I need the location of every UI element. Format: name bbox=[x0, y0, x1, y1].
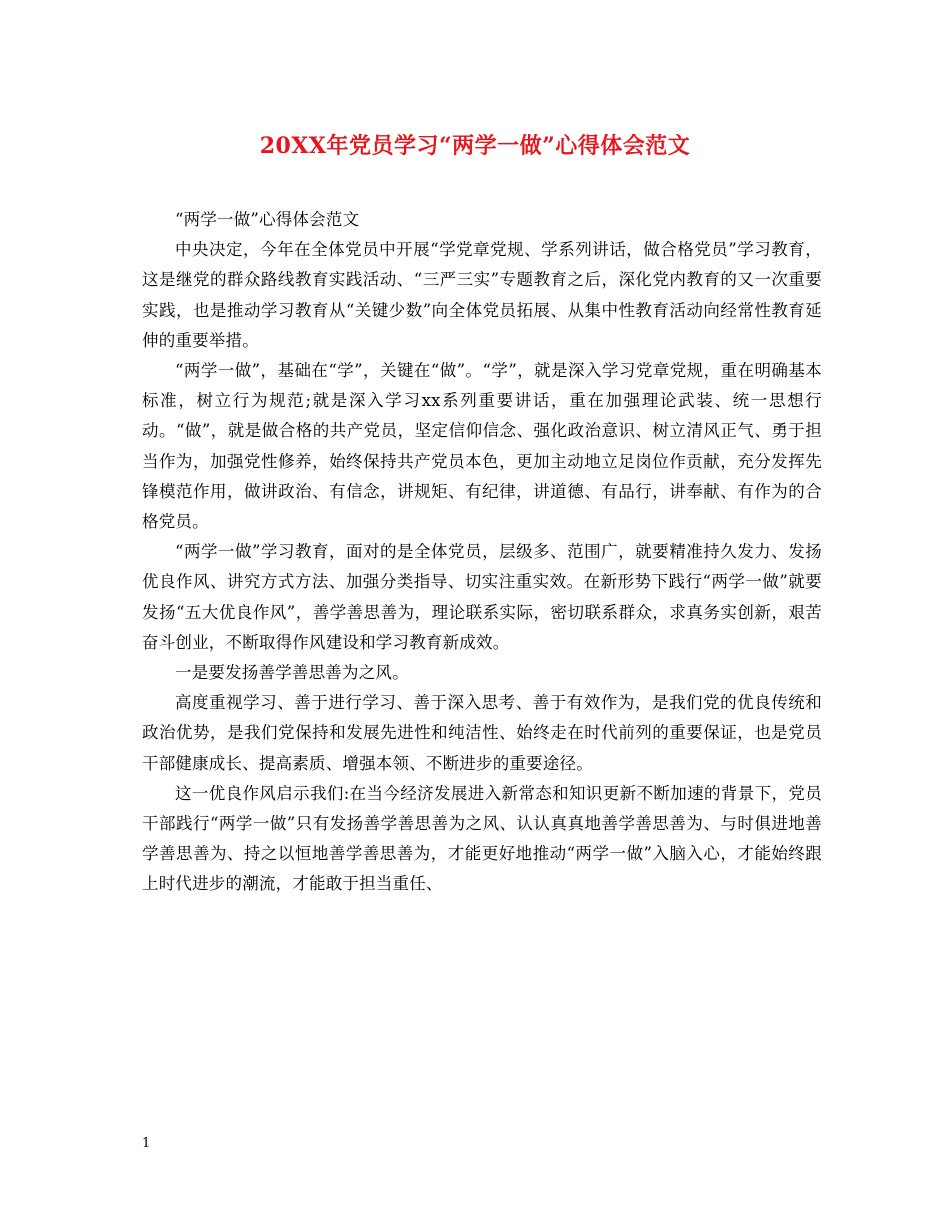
page-number: 1 bbox=[142, 1136, 151, 1151]
paragraph: 这一优良作风启示我们:在当今经济发展进入新常态和知识更新不断加速的背景下，党员干部践行“两学一做”只有发扬善学善思善为之风、认认真真地善学善思善为、与时俱进地善学善思善为、持之以恒地善学善思善为，才能更好地推动“两学一做”入脑入心，才能始终跟上时代进步的潮流，才能敢于担当重任、 bbox=[142, 783, 822, 894]
document-body bbox=[142, 205, 822, 900]
paragraph: 中央决定，今年在全体党员中开展“学党章党规、学系列讲话，做合格党员”学习教育，这是继党的群众路线教育实践活动、“三严三实”专题教育之后，深化党内教育的又一次重要实践，也是推动学习教育从“关键少数”向全体党员拓展、从集中性教育活动向经常性教育延伸的重要举措。 bbox=[142, 240, 822, 350]
paragraph: 高度重视学习、善于进行学习、善于深入思考、善于有效作为，是我们党的优良传统和政治优势，是我们党保持和发展先进性和纯洁性、始终走在时代前列的重要保证，也是党员干部健康成长、提高素质、增强本领、不断进步的重要途径。 bbox=[142, 693, 822, 773]
document-title: 20XX年党员学习“两学一做”心得体会范文 bbox=[259, 133, 691, 159]
paragraph-subtitle: “两学一做”心得体会范文 bbox=[175, 210, 360, 229]
paragraph: “两学一做”学习教育，面对的是全体党员，层级多、范围广，就要精准持久发力、发扬优良作风、讲究方式方法、加强分类指导、切实注重实效。在新形势下践行“两学一做”就要发扬“五大优良作风”，善学善思善为，理论联系实际，密切联系群众，求真务实创新，艰苦奋斗创业，不断取得作风建设和学习教育新成效。 bbox=[142, 542, 822, 652]
paragraph-heading: 一是要发扬善学善思善为之风。 bbox=[175, 663, 409, 683]
paragraph: “两学一做”，基础在“学”，关键在“做”。“学”，就是深入学习党章党规，重在明确基本标准，树立行为规范;就是深入学习xx系列重要讲话，重在加强理论武装、统一思想行动。“做”，就是做合格的共产党员，坚定信仰信念、强化政治意识、树立清风正气、勇于担当作为，加强党性修养，始终保持共产党员本色，更加主动地立足岗位作贡献，充分发挥先锋模范作用，做讲政治、有信念，讲规矩、有纪律，讲道德、有品行，讲奉献、有作为的合格党员。 bbox=[142, 361, 822, 532]
